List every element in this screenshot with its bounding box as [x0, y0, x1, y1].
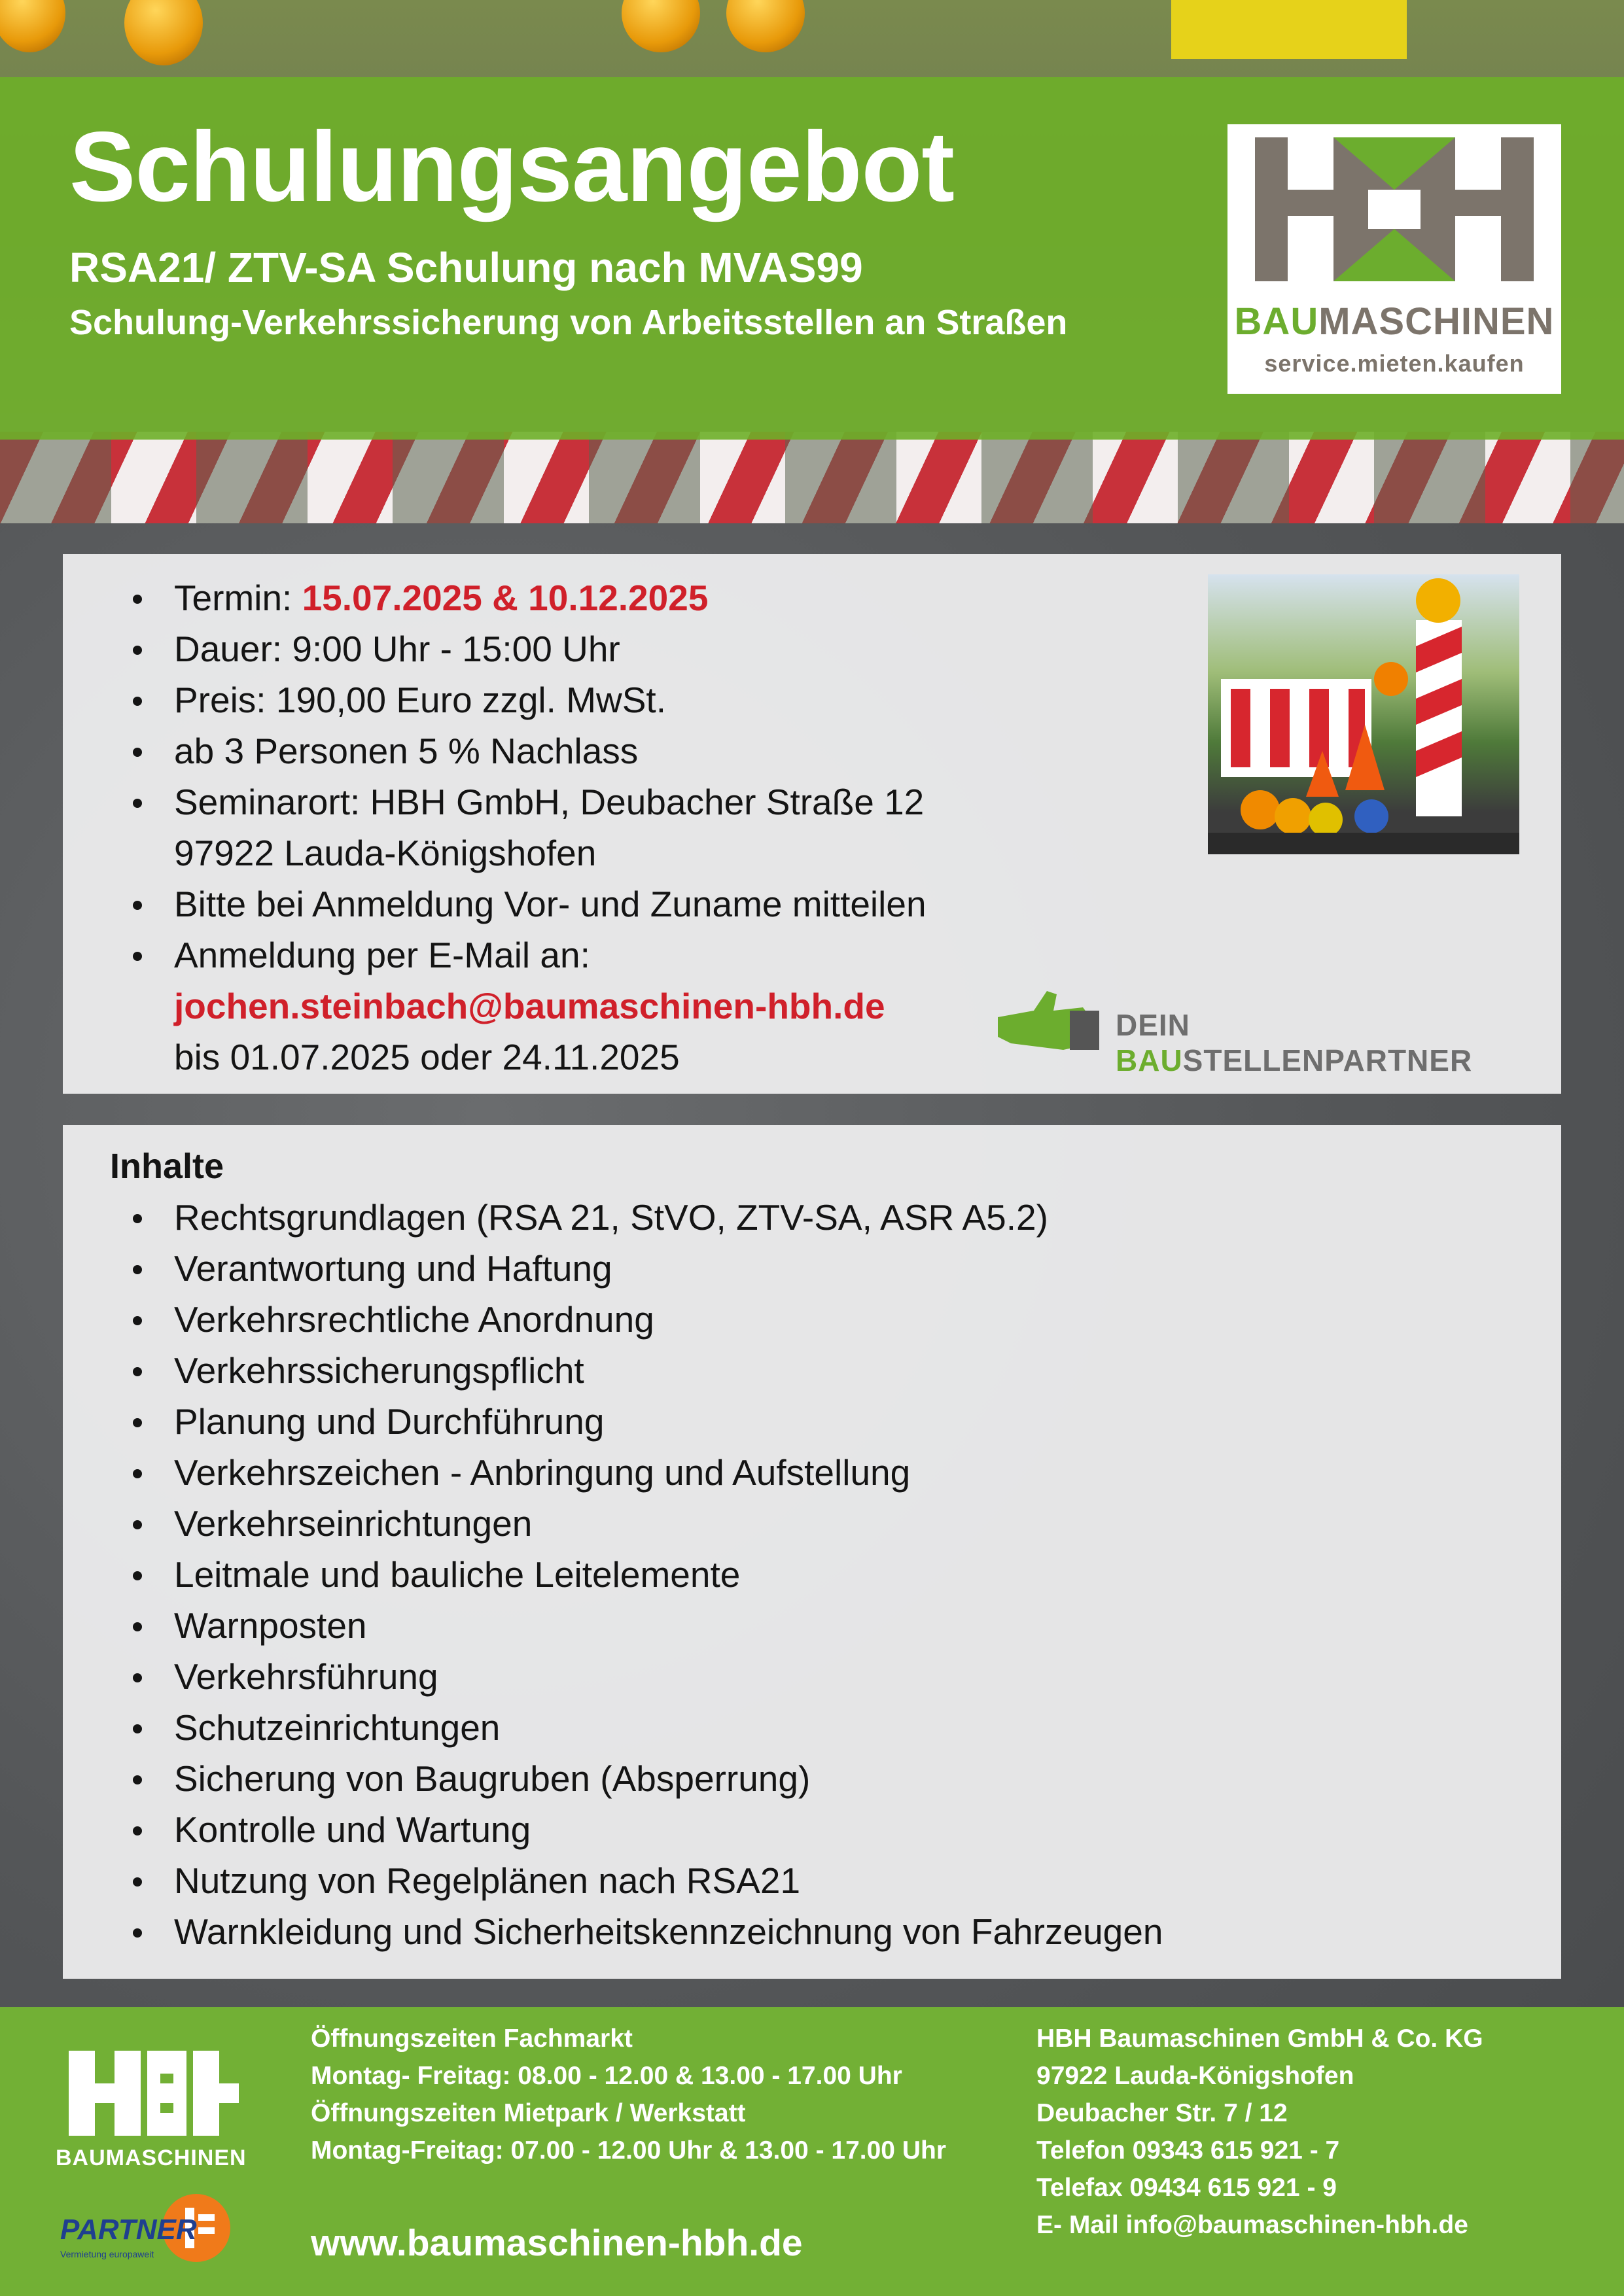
baustellenpartner-badge: DEIN BAUSTELLENPARTNER — [985, 981, 1508, 1066]
list-item: Verkehrssicherungspflicht — [63, 1345, 1555, 1396]
termin-dates: 15.07.2025 & 10.12.2025 — [302, 578, 709, 618]
hbh-logo-white-icon — [56, 2047, 245, 2139]
warning-lamp-icon — [124, 0, 203, 65]
list-item: Verkehrsrechtliche Anordnung — [63, 1294, 1555, 1345]
list-item: Preis: 190,00 Euro zzgl. MwSt. — [63, 674, 1175, 725]
page-subtitle-2: Schulung-Verkehrssicherung von Arbeitsstellen an Straßen — [69, 303, 1068, 342]
address-continuation: 97922 Lauda-Königshofen — [174, 833, 597, 873]
barrier-stripes — [0, 432, 1624, 523]
page-subtitle: RSA21/ ZTV-SA Schulung nach MVAS99 — [69, 244, 863, 291]
registration-email-link[interactable]: jochen.steinbach@baumaschinen-hbh.de — [174, 986, 885, 1026]
list-item: Planung und Durchführung — [63, 1396, 1555, 1447]
barrier-photo — [1208, 574, 1519, 854]
contact-email[interactable]: E- Mail info@baumaschinen-hbh.de — [1036, 2211, 1468, 2239]
warning-lamp-icon — [726, 0, 805, 52]
list-item: Verkehrsführung — [63, 1651, 1555, 1702]
list-item: Verkehrszeichen - Anbringung und Aufstellung — [63, 1447, 1555, 1498]
hbh-logo — [1227, 124, 1561, 394]
list-item: Bitte bei Anmeldung Vor- und Zuname mitteilen — [63, 878, 1175, 930]
page-title: Schulungsangebot — [69, 111, 954, 222]
glove-hand-icon — [985, 981, 1109, 1066]
partner-lift-logo: PARTNER Vermietung europaweit — [58, 2191, 241, 2263]
list-item: Warnposten — [63, 1600, 1555, 1651]
opening-hours: Öffnungszeiten Fachmarkt Montag- Freitag: 08.00 - 12.00 & 13.00 - 17.00 Uhr Öffnungszeiten Mietpark / Werkstatt Montag-Freitag: 07.00 - 12.00 Uhr & 13.00 - 17.00 Uhr — [311, 2025, 947, 2165]
list-item: Nutzung von Regelplänen nach RSA21 — [63, 1855, 1555, 1906]
list-item: Leitmale und bauliche Leitelemente — [63, 1549, 1555, 1600]
contact-block: HBH Baumaschinen GmbH & Co. KG 97922 Lauda-Königshofen Deubacher Str. 7 / 12 Telefon 09343 615 921 - 7 Telefax 09434 615 921 - 9 E- Mail info@baumaschinen-hbh.de — [1036, 2020, 1483, 2244]
list-item: Termin: 15.07.2025 & 10.12.2025 — [63, 572, 1175, 623]
list-item: Rechtsgrundlagen (RSA 21, StVO, ZTV-SA, ASR A5.2) — [63, 1192, 1555, 1243]
list-item: Schutzeinrichtungen — [63, 1702, 1555, 1753]
list-item: ab 3 Personen 5 % Nachlass — [63, 725, 1175, 776]
warning-lamp-icon — [622, 0, 700, 52]
list-item: Warnkleidung und Sicherheitskennzeichnung von Fahrzeugen — [63, 1906, 1555, 1957]
website-link[interactable]: www.baumaschinen-hbh.de — [311, 2222, 803, 2264]
list-item: Sicherung von Baugruben (Absperrung) — [63, 1753, 1555, 1804]
sign-board — [1171, 0, 1407, 59]
list-item: Anmeldung per E-Mail an: jochen.steinbach@baumaschinen-hbh.de — [63, 930, 1175, 1032]
deadline-continuation: bis 01.07.2025 oder 24.11.2025 — [174, 1037, 680, 1077]
contents-list — [63, 1192, 1555, 1957]
list-item: Dauer: 9:00 Uhr - 15:00 Uhr — [63, 623, 1175, 674]
list-item: Verantwortung und Haftung — [63, 1243, 1555, 1294]
hbh-logo-mark-icon — [1227, 124, 1561, 294]
footer-logo: BAUMASCHINEN — [56, 2047, 239, 2139]
logo-tagline: service.mieten.kaufen — [1264, 350, 1525, 377]
list-item: Verkehrseinrichtungen — [63, 1498, 1555, 1549]
contents-heading: Inhalte — [110, 1147, 224, 1186]
list-item: Seminarort: HBH GmbH, Deubacher Straße 12 — [63, 776, 1175, 827]
warning-lamp-icon — [0, 0, 65, 52]
logo-wordmark: BAUMASCHINEN — [1234, 300, 1555, 343]
list-item: Kontrolle und Wartung — [63, 1804, 1555, 1855]
